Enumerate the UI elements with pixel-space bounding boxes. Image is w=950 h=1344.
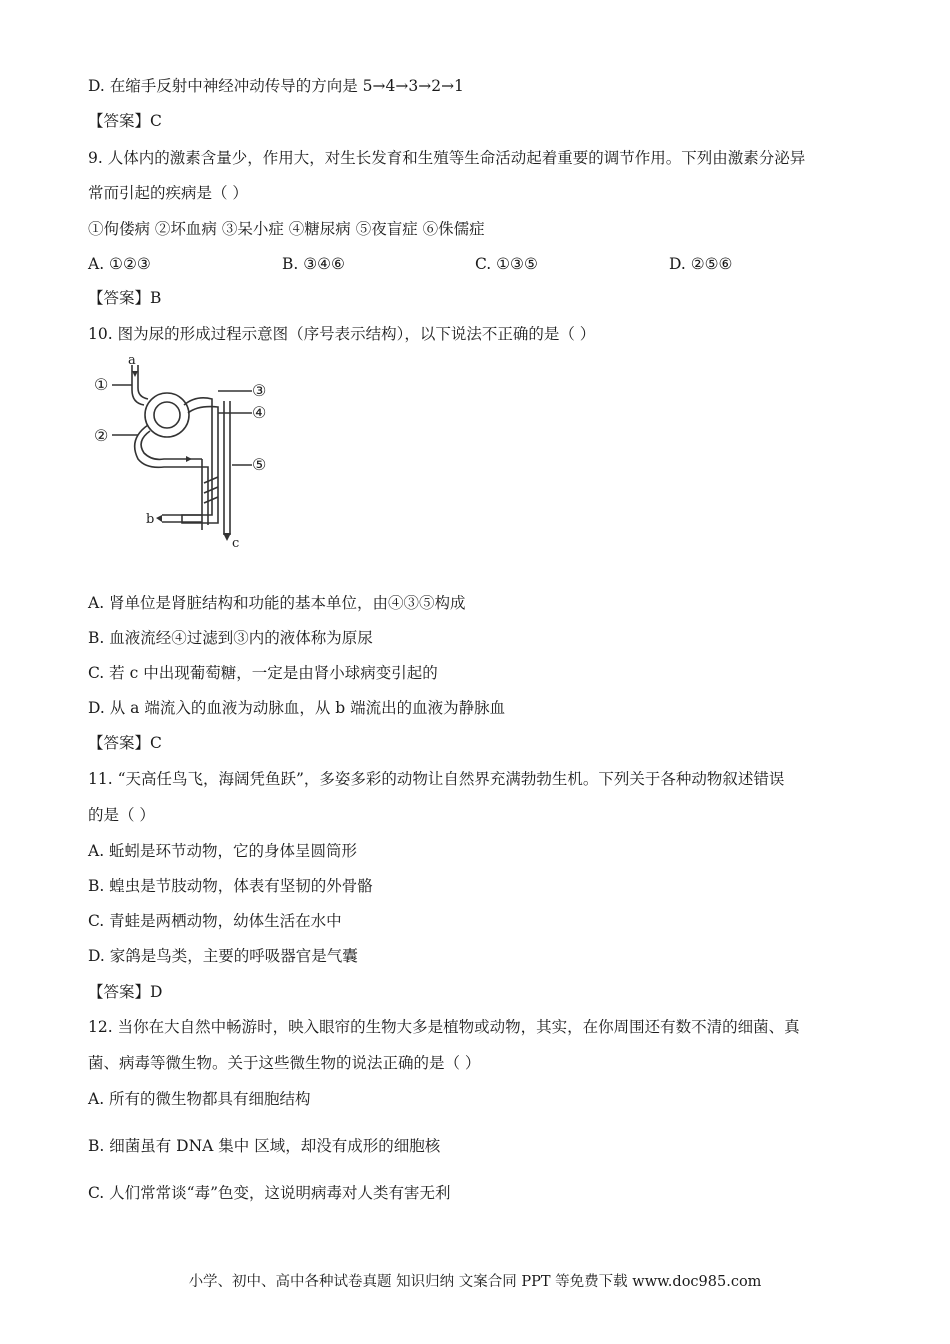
q9-stem-line1: 9. 人体内的激素含量少，作用大，对生长发育和生殖等生命活动起着重要的调节作用。下列由激素分泌异 [88,149,806,167]
arrow-a [132,371,138,377]
label-b: b [146,512,155,527]
q10-option-c: C. 若 c 中出现葡萄糖，一定是由肾小球病变引起的 [88,664,438,682]
label-4: ④ [252,403,267,422]
label-5: ⑤ [252,455,267,474]
q12-stem-line1: 12. 当你在大自然中畅游时，映入眼帘的生物大多是植物或动物，其实，在你周围还有数不清的细菌、真 [88,1018,800,1036]
q12-option-c: C. 人们常常谈“毒”色变，这说明病毒对人类有害无利 [88,1184,451,1202]
q10-stem: 10. 图为尿的形成过程示意图（序号表示结构），以下说法不正确的是（ ） [88,325,596,343]
label-1: ① [94,375,109,394]
q10-answer [88,733,162,753]
answer-tag: 【答案】 [88,112,151,130]
capillary-lower [135,425,208,525]
label-a: a [128,355,136,368]
urine-formation-diagram [92,355,282,550]
label-c: c [232,536,240,550]
afferent-vessel-inner [138,365,148,399]
renal-capsule [145,393,189,437]
arrow-c [223,533,231,541]
q11-answer [88,982,162,1002]
arrow-b [156,515,162,522]
q8-answer [88,111,162,131]
label-3: ③ [252,381,267,400]
tubule-upper-inner [188,407,218,473]
answer-value: D [150,983,163,1001]
q8-option-d: D. 在缩手反射中神经冲动传导的方向是 5→4→3→2→1 [88,77,464,95]
glomerulus [154,402,180,428]
q12-stem-line2: 菌、病毒等微生物。关于这些微生物的说法正确的是（ ） [88,1054,481,1072]
q12-option-b: B. 细菌虽有 DNA 集中 区域，却没有成形的细胞核 [88,1137,441,1155]
answer-value: B [150,289,162,307]
reabsorption-marks [204,477,218,503]
q9-items: ①佝偻病 ②坏血病 ③呆小症 ④糖尿病 ⑤夜盲症 ⑥侏儒症 [88,220,485,238]
page-footer: 小学、初中、高中各种试卷真题 知识归纳 文案合同 PPT 等免费下载 www.doc985.com [188,1274,762,1290]
q9-stem-line2: 常而引起的疾病是（ ） [88,184,248,202]
q11-option-a: A. 蚯蚓是环节动物，它的身体呈圆筒形 [88,842,358,860]
q9-option-b: B. ③④⑥ [282,255,345,273]
label-2: ② [94,426,109,445]
q11-stem-line1: 11. “天高任鸟飞，海阔凭鱼跃”，多姿多彩的动物让自然界充满勃勃生机。下列关于各种动物叙述错误 [88,770,785,788]
q9-answer [88,288,161,308]
q11-option-c: C. 青蛙是两栖动物，幼体生活在水中 [88,912,342,930]
answer-tag: 【答案】 [88,734,151,752]
q9-option-c: C. ①③⑤ [475,255,538,273]
answer-value: C [150,734,162,752]
q11-option-d: D. 家鸽是鸟类，主要的呼吸器官是气囊 [88,947,358,965]
q9-option-a: A. ①②③ [88,255,151,273]
q10-option-a: A. 肾单位是肾脏结构和功能的基本单位，由④③⑤构成 [88,594,466,612]
q12-option-a: A. 所有的微生物都具有细胞结构 [88,1090,311,1108]
q11-stem-line2: 的是（ ） [88,806,155,824]
q9-option-d: D. ②⑤⑥ [669,255,733,273]
answer-tag: 【答案】 [88,289,151,307]
capillary-upper [141,431,202,459]
q10-option-b: B. 血液流经④过滤到③内的液体称为原尿 [88,629,373,647]
answer-value: C [150,112,162,130]
q10-option-d: D. 从 a 端流入的血液为动脉血，从 b 端流出的血液为静脉血 [88,699,506,717]
q11-option-b: B. 蝗虫是节肢动物，体表有坚韧的外骨骼 [88,877,373,895]
answer-tag: 【答案】 [88,983,151,1001]
arrow-flow [186,456,192,462]
